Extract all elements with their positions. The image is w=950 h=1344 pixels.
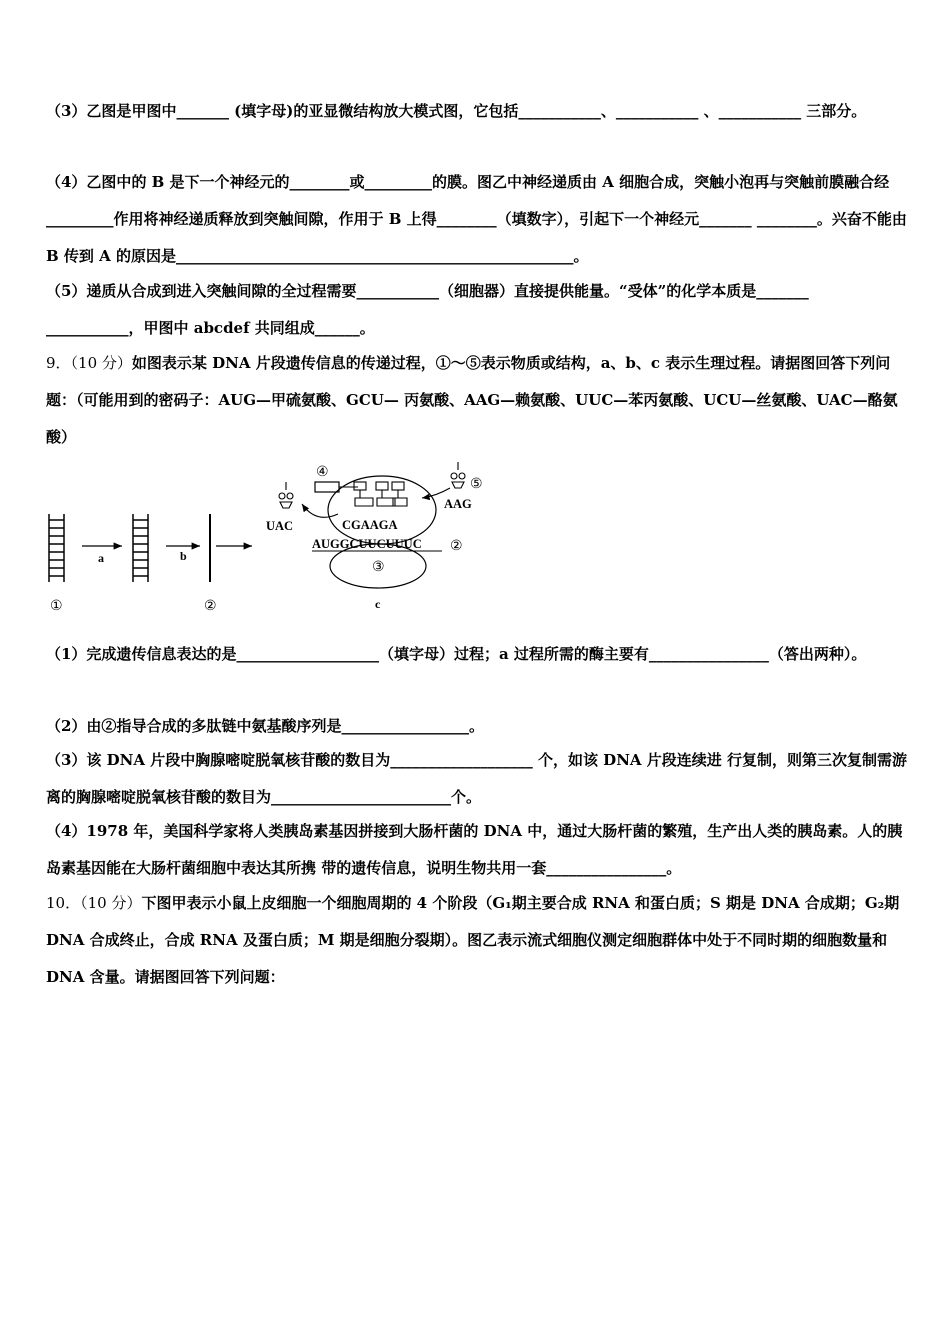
question-8-part-5: （5）递质从合成到进入突触间隙的全过程需要___________（细胞器）直接提供能量。“受体”的化学本质是_______ ___________，甲图中 abcdef 共同组成______。 [46,282,809,337]
question-8-part-4: （4）乙图中的 B 是下一个神经元的________或_________的膜。图乙中神经递质由 A 细胞合成，突触小泡再与突触前膜融合经_________作用将神经递质释放到突触间隙，作用于 B 上得________（填数字），引起下一个神经元_______ ________。兴奋不能由 B 传到 A 的原因是_____________________________________________________。 [46,173,907,265]
arrow-trna-out [302,504,338,517]
question-9-part-2: （2）由②指导合成的多肽链中氨基酸序列是_________________。 [46,717,484,735]
anticodon-sequence: CGAAGA [342,518,398,532]
label-circle-2-left: ② [204,599,217,614]
label-a: a [98,551,104,565]
label-c: c [375,597,381,611]
label-uac: UAC [266,519,294,533]
ribosome-large-subunit [328,476,436,544]
label-b: b [180,549,187,563]
question-9-part-1: （1）完成遗传信息表达的是___________________（填字母）过程；a 过程所需的酶主要有________________（答出两种）。 [46,645,867,663]
question-number: 10．（10 分） [46,894,142,912]
label-aag: AAG [444,497,472,511]
question-10-stem: 10．（10 分）下图甲表示小鼠上皮细胞一个细胞周期的 4 个阶段（G₁期主要合成 RNA 和蛋白质；S 期是 DNA 合成期；G₂期 DNA 合成终止，合成 RNA 及蛋白质；M 期是细胞分裂期）。图乙表示流式细胞仪测定细胞群体中处于不同时期的细胞数量和 DNA 含量。请据图回答下列问题： [46,894,900,986]
label-circle-3: ③ [372,560,385,575]
question-number: 9．（10 分） [46,354,132,372]
trna-in-ribosome [354,482,407,506]
trna-incoming [451,462,465,488]
question-9-part-4: （4）1978 年，美国科学家将人类胰岛素基因拼接到大肠杆菌的 DNA 中，通过大肠杆菌的繁殖，生产出人类的胰岛素。人的胰岛素基因能在大肠杆菌细胞中表达其所携 带的遗传信息，说明生物共用一套________________。 [46,822,903,877]
dna-ladder-1 [49,514,64,582]
amino-acid-box [315,482,339,492]
dna-ladder-2 [133,514,148,582]
question-9-part-3: （3）该 DNA 片段中胸腺嘧啶脱氧核苷酸的数目为___________________ 个，如该 DNA 片段连续进 行复制，则第三次复制需游离的胸腺嘧啶脱氧核苷酸的数目为________________________个。 [46,751,907,806]
label-circle-1: ① [50,599,63,614]
trna-leaving [279,482,293,508]
question-9-stem: 9．（10 分）如图表示某 DNA 片段遗传信息的传递过程，①～⑤表示物质或结构，a、b、c 表示生理过程。请据图回答下列问题：（可能用到的密码子：AUG—甲硫氨酸、GCU— 丙氨酸、AAG—赖氨酸、UUC—苯丙氨酸、UCU—丝氨酸、UAC—酪氨酸） [46,354,898,446]
label-circle-5: ⑤ [470,477,483,492]
dna-transfer-diagram [40,452,520,622]
question-8-part-3: （3）乙图是甲图中_______ (填字母)的亚显微结构放大模式图，它包括___________、___________ 、___________ 三部分。 [46,102,867,120]
label-circle-2-right: ② [450,539,463,554]
label-circle-4: ④ [316,465,329,480]
mrna-sequence: AUGGCUUCUUUC [312,537,422,551]
